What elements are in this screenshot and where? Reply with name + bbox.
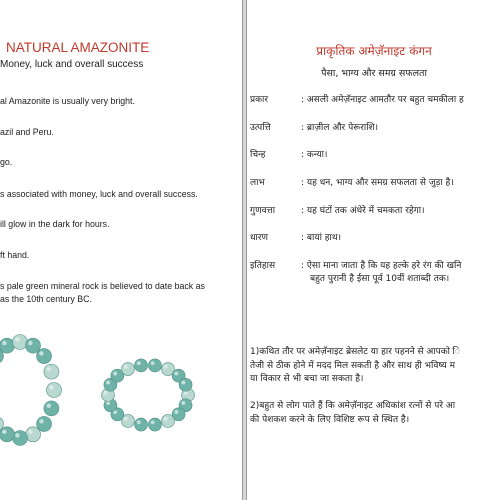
bead-highlight xyxy=(164,417,168,421)
row-value: : कन्या। xyxy=(301,150,328,160)
bead-highlight xyxy=(137,361,141,365)
paragraph-1 xyxy=(250,346,500,387)
bead xyxy=(148,359,161,372)
row-label: धारण xyxy=(250,233,269,243)
bead xyxy=(135,359,148,372)
bead-highlight xyxy=(15,433,20,438)
bead-highlight xyxy=(47,367,52,372)
bead xyxy=(135,418,148,431)
paragraph-2 xyxy=(250,400,500,427)
bead-highlight xyxy=(15,337,20,342)
bead xyxy=(47,383,62,398)
bead-highlight xyxy=(2,429,7,434)
row-value: : असली अमेज़ॅनाइट आमतौर पर बहुत चमकीला ह xyxy=(301,95,464,105)
bead-highlight xyxy=(174,410,178,414)
bead xyxy=(162,414,175,427)
bead-highlight xyxy=(28,341,33,346)
bead-highlight xyxy=(164,365,168,369)
right-subtitle: पैसा, भाग्य और समग्र सफलता xyxy=(321,68,427,79)
row-label: इतिहास xyxy=(250,261,276,271)
bead-highlight xyxy=(47,403,52,408)
bead xyxy=(13,431,28,446)
left-line-origin: azil and Peru. xyxy=(0,127,54,137)
paragraph-line: तेजी से ठीक होने में मदद मिल सकती है और साथ ही भविष्य म xyxy=(250,360,455,371)
row-label: गुणवत्ता xyxy=(250,206,276,216)
amazonite-bracelet-image-left xyxy=(0,330,70,450)
bead xyxy=(179,378,192,391)
row-history xyxy=(247,260,500,290)
left-line-sign: go. xyxy=(0,157,13,167)
bead-highlight xyxy=(39,351,44,356)
paragraph-line: की पेशकश करने के लिए विशिष्ट रूप से स्थित है। xyxy=(250,414,410,425)
bead xyxy=(0,427,14,442)
bead-highlight xyxy=(151,361,155,365)
bead-highlight xyxy=(124,417,128,421)
bead xyxy=(26,427,41,442)
bead-highlight xyxy=(113,371,117,375)
row-value xyxy=(301,260,500,286)
left-subtitle: Money, luck and overall success xyxy=(0,59,144,70)
row-label: चिन्ह xyxy=(250,150,266,160)
left-line-quality: ill glow in the dark for hours. xyxy=(0,219,110,229)
left-line-benefit: s associated with money, luck and overall success. xyxy=(0,189,198,199)
row-value: : बायां हाथ। xyxy=(301,233,342,243)
bead xyxy=(44,401,59,416)
row-value: : यह घंटों तक अंधेरे में चमकता रहेगा। xyxy=(301,206,425,216)
left-line-history-2: as the 10th century BC. xyxy=(0,294,92,304)
row-value: : ब्राज़ील और पेरूराशि। xyxy=(301,123,379,133)
bead-highlight xyxy=(49,385,54,390)
bead xyxy=(122,363,135,376)
left-line-type: al Amazonite is usually very bright. xyxy=(0,96,135,106)
bead-highlight xyxy=(137,420,141,424)
row-value-line: : ऐसा माना जाता है कि यह हल्के हरे रंग की खनि xyxy=(301,261,462,271)
paragraph-line: या विकार से भी बचा जा सकता है। xyxy=(250,374,364,384)
bead-highlight xyxy=(181,401,185,405)
bead-highlight xyxy=(28,429,33,434)
right-title: प्राकृतिक अमेज़ॅनाइट कंगन xyxy=(316,44,432,58)
bead xyxy=(0,338,14,353)
row-value-continuation: बहुत पुरानी है ईसा पूर्व 10वीं शताब्दी तक। xyxy=(310,274,450,284)
left-page xyxy=(0,0,243,500)
bead-highlight xyxy=(151,420,155,424)
left-line-history-1: s pale green mineral rock is believed to date back as xyxy=(0,281,205,291)
row-label: उत्पत्ति xyxy=(250,123,271,133)
row-label: प्रकार xyxy=(250,95,269,105)
row-label: लाभ xyxy=(250,178,265,188)
bead-highlight xyxy=(2,341,7,346)
bead xyxy=(44,364,59,379)
bead-highlight xyxy=(181,381,185,385)
row-value: : यह धन, भाग्य और समग्र सफलता से जुड़ा है। xyxy=(301,178,454,188)
paragraph-line: 1)कथित तौर पर अमेज़ॅनाइट ब्रेसलेट या हार पहनने से आपको ि xyxy=(250,347,461,357)
left-title: NATURAL AMAZONITE xyxy=(6,40,150,55)
bead-highlight xyxy=(106,381,110,385)
right-page xyxy=(246,0,500,500)
left-line-wear: ft hand. xyxy=(0,250,30,260)
paragraph-line: 2)बहुत से लोग पाते हैं कि अमेज़ॅनाइट अधिकांश रत्नों से परे आ xyxy=(250,401,456,411)
bead-highlight xyxy=(124,365,128,369)
bead-highlight xyxy=(39,419,44,424)
bead-highlight xyxy=(104,391,108,395)
amazonite-bracelet-image-right xyxy=(98,350,198,440)
bead xyxy=(148,418,161,431)
bead xyxy=(13,335,28,350)
bead-highlight xyxy=(174,371,178,375)
bead xyxy=(37,349,52,364)
